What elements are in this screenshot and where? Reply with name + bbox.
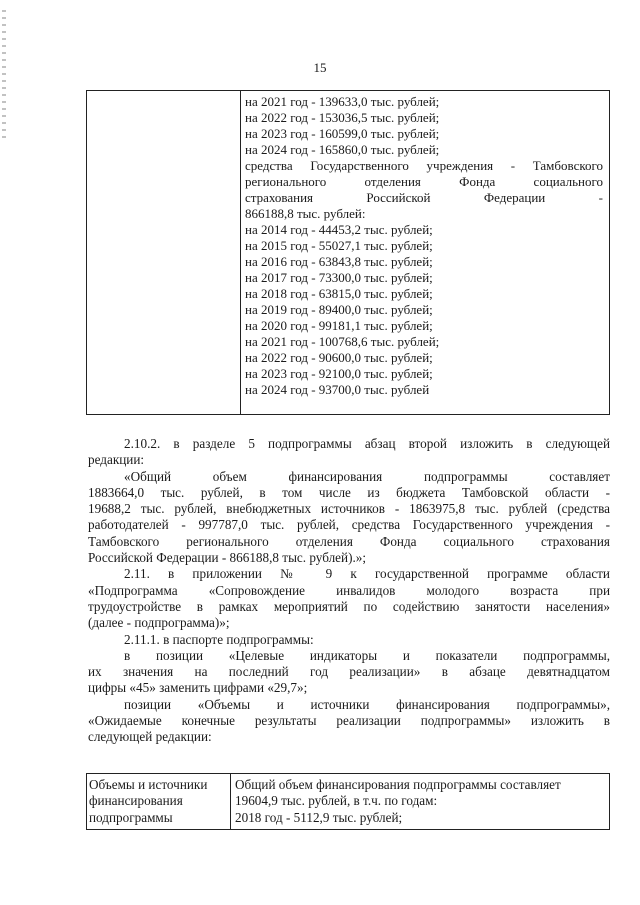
paragraph-target-indicators — [88, 648, 610, 697]
paragraph-section-2-11-1 — [88, 632, 610, 648]
value-line: 19604,9 тыс. рублей, в т.ч. по годам: — [235, 793, 438, 809]
funding-line: 866188,8 тыс. рублей: — [245, 206, 366, 221]
document-body — [88, 436, 610, 746]
funding-cell — [245, 94, 603, 398]
paragraph-section-2-10-2 — [88, 436, 610, 469]
text-line: Тамбовского регионального отделения Фонда социального страхования — [88, 533, 610, 549]
paragraph-funding-positions — [88, 697, 610, 746]
text-line: трудоустройстве в рамках мероприятий по содействию занятости населения» — [88, 598, 610, 614]
funding-line: на 2024 год - 165860,0 тыс. рублей; — [245, 142, 440, 157]
funding-sources-table — [86, 773, 610, 830]
funding-line: на 2019 год - 89400,0 тыс. рублей; — [245, 302, 433, 317]
text-line: 2.11. в приложении № 9 к государственной программе области — [124, 566, 610, 582]
text-line: 2.10.2. в разделе 5 подпрограммы абзац второй изложить в следующей — [124, 436, 610, 451]
funding-line: на 2017 год - 73300,0 тыс. рублей; — [245, 270, 433, 285]
header-line: финансирования — [89, 793, 183, 809]
text-line: в позиции «Целевые индикаторы и показатели подпрограммы, — [124, 647, 610, 663]
text-line: позиции «Объемы и источники финансирования подпрограммы», — [124, 696, 610, 712]
text-line: «Общий объем финансирования подпрограммы составляет — [124, 468, 610, 484]
text-line: цифры «45» заменить цифрами «29,7»; — [88, 680, 308, 696]
funding-line: регионального отделения Фонда социального — [245, 174, 603, 189]
text-line: (далее - подпрограмма)»; — [88, 615, 230, 631]
funding-line: на 2020 год - 99181,1 тыс. рублей; — [245, 318, 433, 333]
text-line: 2.11.1. в паспорте подпрограммы: — [124, 631, 314, 647]
text-line: их значения на последний год реализации» в абзаце девятнадцатом — [88, 664, 610, 680]
text-line: 1883664,0 тыс. рублей, в том числе из бюджета Тамбовской области - — [88, 484, 610, 500]
paragraph-total-funding-quote — [88, 469, 610, 567]
funding-line: страхования Российской Федерации - — [245, 190, 603, 205]
funding-table-continued — [86, 90, 610, 415]
paragraph-section-2-11 — [88, 566, 610, 631]
table-column-divider — [240, 91, 241, 414]
text-line: редакции: — [88, 452, 145, 468]
funding-line: на 2018 год - 63815,0 тыс. рублей; — [245, 286, 433, 301]
funding-line: на 2014 год - 44453,2 тыс. рублей; — [245, 222, 433, 237]
value-line: Общий объем финансирования подпрограммы составляет — [235, 777, 561, 792]
table-header-cell — [89, 777, 227, 826]
text-line: 19688,2 тыс. рублей, внебюджетных источников - 1863975,8 тыс. рублей (средства — [88, 501, 610, 517]
funding-line: на 2015 год - 55027,1 тыс. рублей; — [245, 238, 433, 253]
value-line: 2018 год - 5112,9 тыс. рублей; — [235, 809, 403, 825]
table-value-cell — [235, 777, 607, 826]
funding-line: средства Государственного учреждения - Тамбовского — [245, 158, 603, 173]
funding-line: на 2022 год - 90600,0 тыс. рублей; — [245, 350, 433, 365]
funding-line: на 2022 год - 153036,5 тыс. рублей; — [245, 110, 440, 125]
text-line: работодателей - 997787,0 тыс. рублей, средства Государственного учреждения - — [88, 517, 610, 533]
funding-line: на 2023 год - 160599,0 тыс. рублей; — [245, 126, 440, 141]
text-line: Российской Федерации - 866188,8 тыс. рублей).»; — [88, 550, 367, 566]
text-line: «Ожидаемые конечные результаты реализации подпрограммы» изложить в — [88, 713, 610, 729]
text-line: следующей редакции: — [88, 729, 212, 745]
page-number: 15 — [313, 60, 327, 75]
funding-line: на 2021 год - 139633,0 тыс. рублей; — [245, 94, 440, 109]
header-line: Объемы и источники — [89, 777, 208, 792]
funding-line: на 2021 год - 100768,6 тыс. рублей; — [245, 334, 440, 349]
funding-line: на 2023 год - 92100,0 тыс. рублей; — [245, 366, 433, 381]
table-column-divider — [230, 774, 231, 829]
funding-line: на 2016 год - 63843,8 тыс. рублей; — [245, 254, 433, 269]
header-line: подпрограммы — [89, 809, 173, 825]
funding-line: на 2024 год - 93700,0 тыс. рублей — [245, 382, 430, 397]
text-line: «Подпрограмма «Сопровождение инвалидов молодого возраста при — [88, 582, 610, 598]
